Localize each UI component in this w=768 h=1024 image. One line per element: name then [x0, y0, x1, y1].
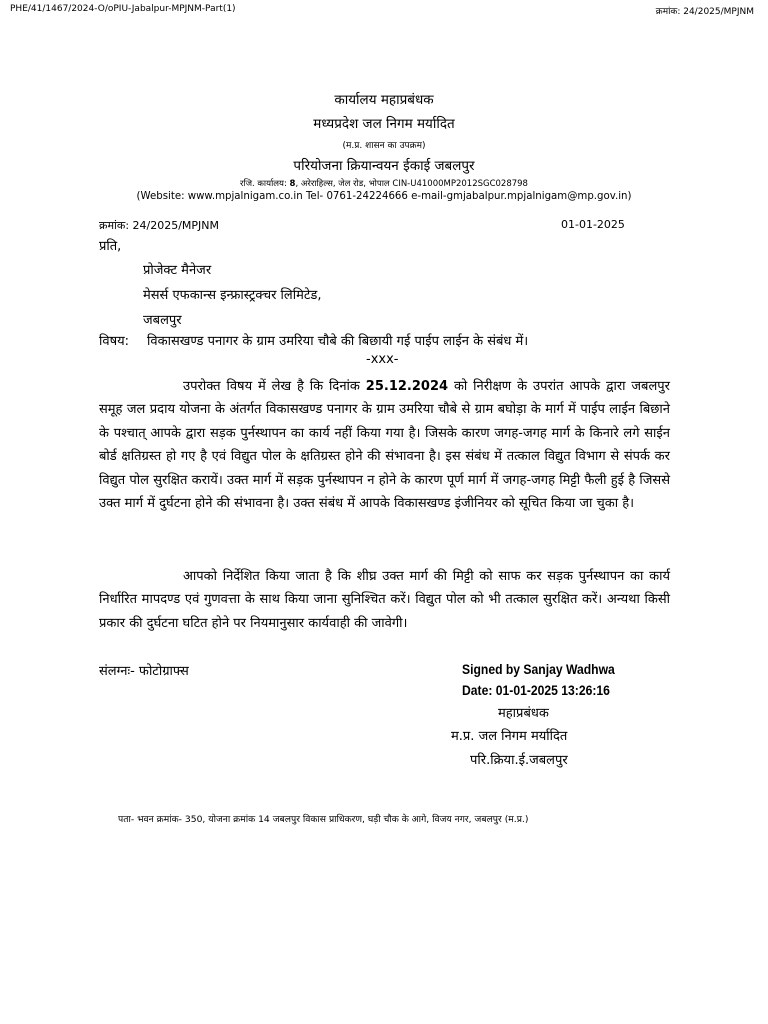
signatory-organization: म.प्र. जल निगम मर्यादित	[451, 729, 568, 744]
signatory-designation: महाप्रबंधक	[498, 706, 549, 721]
separator: -xxx-	[366, 352, 399, 367]
subject-label: विषय:	[99, 334, 130, 349]
digital-signature-name: Signed by Sanjay Wadhwa	[462, 662, 615, 677]
subject-text: विकासखण्ड पनागर के ग्राम उमरिया चौबे की बिछायी गई पाईप लाईन के संबंध में।	[147, 334, 529, 349]
government-undertaking: (म.प्र. शासन का उपक्रम)	[342, 141, 426, 151]
office-title: कार्यालय महाप्रबंधक	[334, 92, 434, 108]
reference-number: क्रमांक: 24/2025/MPJNM	[99, 219, 220, 232]
registered-office: रजि. कार्यालय: 8, अरेराहिल्स, जेल रोड, भोपाल CIN-U41000MP2012SGC028798	[240, 179, 528, 189]
paragraph-1: उपरोक्त विषय में लेख है कि दिनांक 25.12.2024 को निरीक्षण के उपरांत आपके द्वारा जबलपुर समूह जल प्रदाय योजना के अंतर्गत विकासखण्ड पनागर के ग्राम उमरिया चौबे से ग्राम बघोड़ा के मार्ग में पाईप लाईन बिछाने के पश्चात् आपके द्वारा सड़क पुर्नस्थापन का कार्य नहीं किया गया है। जिसके कारण जगह-जगह मार्ग के किनारे लगे साईन बोर्ड क्षतिग्रस्त हो गए है एवं विद्युत पोल के क्षतिग्रस्त होने की संभावना है। इस संबंध में तत्काल विद्युत विभाग से संपर्क कर विद्युत पोल सुरक्षित करायें। उक्त मार्ग में सड़क पुर्नस्थापन न होने के कारण पूर्ण मार्ग में जगह-जगह मिट्टी फैली हुई है जिससे उक्त मार्ग में दुर्घटना होने की संभावना है। उक्त संबंध में आपके विकासखण्ड इंजीनियर को सूचित किया जा चुका है।	[99, 379, 670, 512]
to-label: प्रति,	[99, 239, 122, 254]
paragraph-2: आपको निर्देशित किया जाता है कि शीघ्र उक्त मार्ग की मिट्टी को साफ कर सड़क पुर्नस्थापन का कार्य निर्धारित मापदण्ड एवं गुणवत्ता के साथ किया जाना सुनिश्चित करें। विद्युत पोल को भी तत्काल सुरक्षित करें। अन्यथा किसी प्रकार की दुर्घटना घटित होने पर नियमानुसार कार्यवाही की जावेगी।	[99, 569, 670, 631]
signatory-unit: परि.क्रिया.ई.जबलपुर	[470, 753, 568, 768]
header-number: क्रमांक: 24/2025/MPJNM	[655, 7, 754, 17]
unit-name: परियोजना क्रियान्वयन ईकाई जबलपुर	[293, 158, 475, 174]
organization-name: मध्यप्रदेश जल निगम मर्यादित	[313, 116, 455, 132]
addressee-city: जबलपुर	[143, 313, 182, 328]
enclosure: संलग्नः- फोटोग्राफ्स	[99, 664, 189, 679]
file-reference: PHE/41/1467/2024-O/oPIU-Jabalpur-MPJNM-Part(1)	[10, 4, 236, 14]
letter-date: 01-01-2025	[561, 218, 625, 231]
footer-address: पता- भवन क्रमांक- 350, योजना क्रमांक 14 जबलपुर विकास प्राधिकरण, घड़ी चौक के आगे, विजय नगर, जबलपुर (म.प्र.)	[118, 814, 529, 825]
addressee-company: मेसर्स एफकान्स इन्फ्रास्ट्रक्चर लिमिटेड,	[143, 288, 322, 303]
addressee-title: प्रोजेक्ट मैनेजर	[143, 263, 212, 278]
digital-signature-date: Date: 01-01-2025 13:26:16	[462, 683, 610, 698]
contact-line: (Website: www.mpjalnigam.co.in Tel- 0761-24224666 e-mail-gmjabalpur.mpjalnigam@mp.gov.in)	[136, 191, 632, 202]
